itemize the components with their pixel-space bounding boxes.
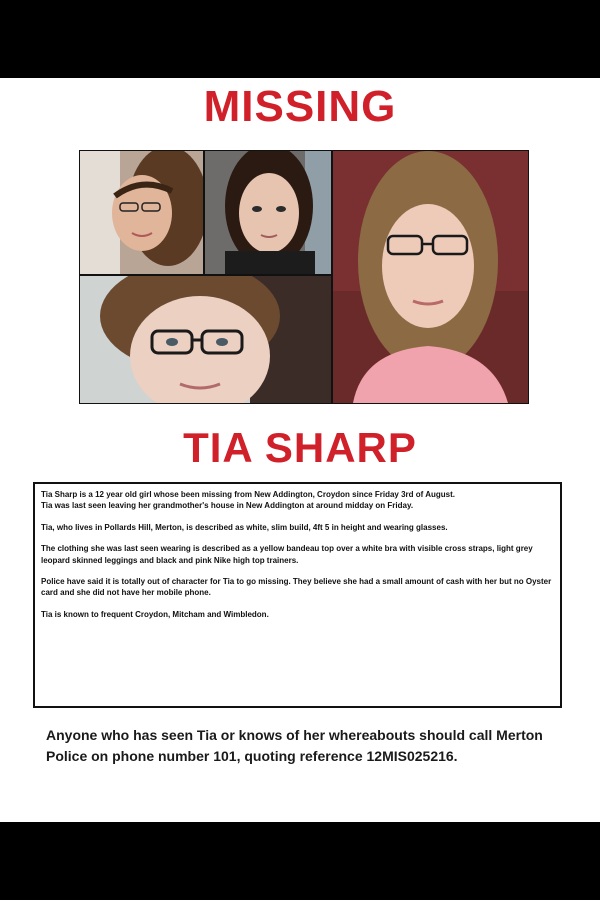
detail-description: Tia, who lives in Pollards Hill, Merton, is described as white, slim build, 4ft 5 in height and wearing glasses. bbox=[41, 522, 448, 532]
detail-police-statement: Police have said it is totally out of character for Tia to go missing. They believe she had a small amount of cash with her but no Oyster card and she did not have her mobile phone. bbox=[41, 577, 552, 598]
photo-collage bbox=[79, 150, 529, 404]
detail-missing-since: Tia Sharp is a 12 year old girl whose been missing from New Addington, Croydon since Friday 3rd of August. bbox=[41, 490, 455, 499]
appeal-text: Anyone who has seen Tia or knows of her whereabouts should call Merton Police on phone number 101, quoting reference 12MIS025216. bbox=[46, 727, 543, 764]
missing-person-name: TIA SHARP bbox=[183, 424, 417, 471]
missing-headline: MISSING bbox=[203, 82, 397, 131]
missing-poster bbox=[0, 78, 600, 822]
detail-clothing: The clothing she was last seen wearing is described as a yellow bandeau top over a white bra with visible cross straps, light grey leopard skinned leggings and black and pink Nike high top trainers. bbox=[41, 544, 533, 565]
photo-2 bbox=[205, 151, 331, 274]
detail-frequents: Tia is known to frequent Croydon, Mitcham and Wimbledon. bbox=[41, 609, 269, 619]
photo-4 bbox=[333, 151, 528, 403]
detail-last-seen: Tia was last seen leaving her grandmother's house in New Addington at around midday on Friday. bbox=[41, 501, 414, 511]
description-box bbox=[33, 482, 562, 708]
photo-1 bbox=[80, 151, 203, 274]
photo-3 bbox=[80, 276, 331, 403]
